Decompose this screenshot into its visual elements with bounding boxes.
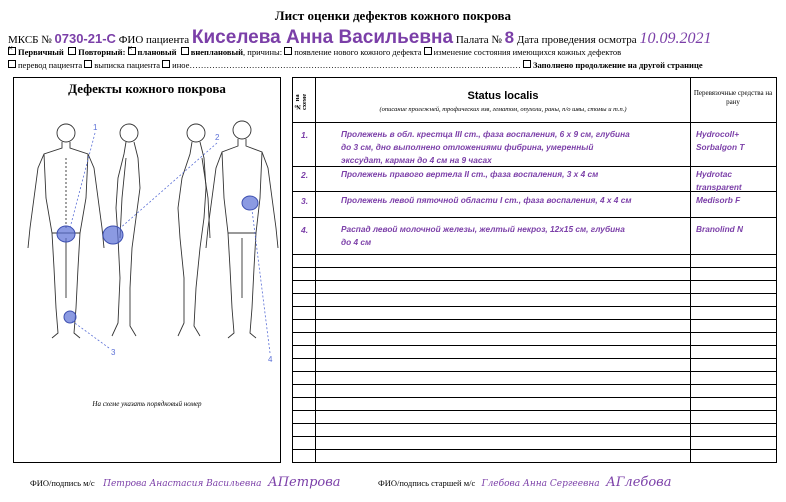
- exam-reason-line: [8, 60, 703, 70]
- unplanned-checkbox[interactable]: [181, 47, 189, 55]
- table-rule-line: [293, 410, 776, 411]
- table-rule-line: [293, 397, 776, 398]
- row-3-line-1: Пролежень левой пяточной области I ст., фаза воспаления, 4 х 4 см: [341, 195, 632, 205]
- exam-date: 10.09.2021: [639, 30, 712, 47]
- nurse-name: Петрова Анастасия Васильевна: [103, 479, 262, 489]
- row-4-status[interactable]: [341, 223, 691, 249]
- table-rule-line: [293, 122, 776, 123]
- continued-checkbox[interactable]: [523, 60, 531, 68]
- row-3-dressing-1: Medisorb F: [696, 195, 741, 205]
- row-1-dressing-1: Hydrocoll+: [696, 129, 740, 139]
- marker-label-4: 4: [268, 355, 273, 364]
- continued-label: Заполнено продолжение на другой странице: [533, 60, 703, 70]
- skin-defects-title: Дефекты кожного покрова: [68, 81, 226, 96]
- date-label: Дата проведения осмотра: [516, 34, 637, 46]
- ward-number: 8: [504, 28, 515, 47]
- table-rule-line: [293, 436, 776, 437]
- row-1-num[interactable]: 1.: [301, 130, 309, 140]
- discharge-label: выписка пациента: [94, 60, 161, 70]
- table-rule-line: [293, 306, 776, 307]
- table-rule-line: [293, 293, 776, 294]
- status-table: [292, 77, 777, 463]
- row-4-line-2: до 4 см: [341, 237, 372, 247]
- primary-checkbox[interactable]: [8, 47, 16, 55]
- form-title: Лист оценки дефектов кожного покрова: [274, 8, 512, 23]
- row-1-dressing[interactable]: [696, 128, 774, 154]
- nurse-sign: АПетрова: [267, 475, 341, 490]
- table-rule-line: [293, 345, 776, 346]
- table-rule-line: [293, 449, 776, 450]
- table-rule-line: [293, 358, 776, 359]
- table-rule-line: [293, 371, 776, 372]
- planned-label: плановый: [137, 47, 177, 57]
- row-2-num[interactable]: 2.: [301, 170, 309, 180]
- row-1-line-3: экссудат, карман до 4 см на 9 часах: [341, 155, 492, 165]
- table-rule-line: [293, 217, 776, 218]
- row-2-line-1: Пролежень правого вертела II ст., фаза воспаления, 3 х 4 см: [341, 169, 599, 179]
- patient-name: Киселева Анна Васильевна: [191, 27, 454, 48]
- row-1-line-2: до 3 см, дно выполнено отложениями фибрина, умеренный: [341, 142, 594, 152]
- header-dressing: Перевязочные средства на рану: [693, 89, 773, 106]
- skin-defects-panel: [13, 77, 281, 463]
- senior-label: ФИО/подпись старшей м/с: [378, 478, 476, 488]
- transfer-label: перевод пациента: [18, 60, 83, 70]
- leader-line-3: [72, 321, 109, 348]
- body-diagram: [14, 98, 280, 398]
- senior-nurse-signature: [378, 475, 672, 490]
- row-2-dressing[interactable]: [696, 168, 774, 194]
- leader-line-2: [118, 143, 217, 230]
- col-divider-1: [315, 78, 316, 462]
- senior-sign: АГлебова: [605, 475, 672, 490]
- row-2-status[interactable]: [341, 168, 691, 181]
- senior-name: Глебова Анна Сергеевна: [481, 479, 600, 489]
- new-defect-checkbox[interactable]: [284, 47, 292, 55]
- defect-marker-4-breast: [242, 196, 258, 210]
- row-2-dressing-1: Hydrotac: [696, 169, 732, 179]
- row-4-dressing-1: Branolind N: [696, 224, 744, 234]
- defect-marker-1-sacrum: [57, 226, 75, 242]
- exam-type-line: [8, 47, 621, 57]
- ward-label: Палата №: [455, 34, 502, 46]
- row-2-dressing-2: transparent: [696, 182, 742, 192]
- table-rule-line: [293, 423, 776, 424]
- diagram-note: На схеме указать порядковый номер: [92, 400, 202, 408]
- primary-label: Первичный: [18, 47, 64, 57]
- repeat-checkbox[interactable]: [68, 47, 76, 55]
- change-checkbox[interactable]: [424, 47, 432, 55]
- row-1-dressing-2: Sorbalgon T: [696, 142, 745, 152]
- row-4-dressing[interactable]: [696, 223, 774, 236]
- row-4-line-1: Распад левой молочной железы, желтый некроз, 12х15 см, глубина: [341, 224, 625, 234]
- defect-marker-3-heel: [64, 311, 76, 323]
- row-1-status[interactable]: [341, 128, 691, 167]
- marker-label-3: 3: [111, 348, 116, 357]
- leader-line-1: [70, 133, 95, 228]
- table-rule-line: [293, 267, 776, 268]
- transfer-checkbox[interactable]: [8, 60, 16, 68]
- other-label: иное………………………………………………………………………………………………………: [172, 60, 521, 70]
- body-front-figure: [206, 121, 278, 338]
- row-4-num[interactable]: 4.: [301, 225, 309, 235]
- table-rule-line: [293, 280, 776, 281]
- header-status: Status localis: [467, 90, 539, 102]
- patient-header: [8, 27, 711, 49]
- new-defect-label: появление нового кожного дефекта: [294, 47, 422, 57]
- marker-label-1: 1: [93, 123, 98, 132]
- row-3-status[interactable]: [341, 194, 691, 207]
- other-checkbox[interactable]: [162, 60, 170, 68]
- table-rule-line: [293, 332, 776, 333]
- change-label: изменение состояния имеющихся кожных дефектов: [433, 47, 622, 57]
- unplanned-label: внеплановый: [190, 47, 244, 57]
- leader-line-4: [252, 210, 270, 353]
- reasons-label: , причины:: [243, 47, 283, 57]
- nurse-signature: [30, 475, 341, 490]
- row-3-dressing[interactable]: [696, 194, 774, 207]
- row-1-line-1: Пролежень в обл. крестца III ст., фаза воспаления, 6 х 9 см, глубина: [341, 129, 630, 139]
- body-side-figure-2: [178, 124, 210, 336]
- row-3-num[interactable]: 3.: [301, 196, 309, 206]
- table-rule-line: [293, 384, 776, 385]
- header-status-sub: (описание пролежней, трофических язв, гематом, опухоли, раны, п/о швы, стомы и т.п.): [379, 106, 627, 113]
- fio-label: ФИО пациента: [118, 34, 190, 46]
- planned-checkbox[interactable]: [128, 47, 136, 55]
- repeat-label: Повторный:: [78, 47, 126, 57]
- nurse-label: ФИО/подпись м/с: [30, 478, 95, 488]
- table-rule-line: [293, 319, 776, 320]
- discharge-checkbox[interactable]: [84, 60, 92, 68]
- table-rule-line: [293, 254, 776, 255]
- marker-label-2: 2: [215, 133, 220, 142]
- mksb-label: МКСБ №: [8, 34, 52, 46]
- header-num: № на схеме: [294, 93, 308, 111]
- mksb-number: 0730-21-С: [54, 31, 116, 46]
